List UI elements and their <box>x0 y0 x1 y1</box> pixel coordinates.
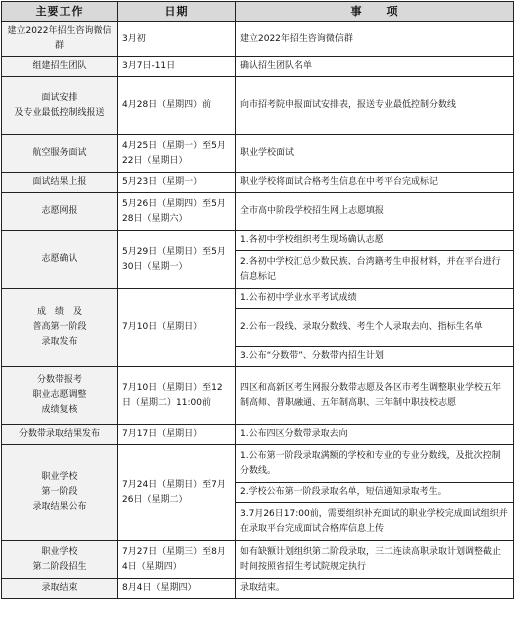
table-row <box>2 541 514 579</box>
work-cell: 分数带录取结果发布 <box>2 425 118 445</box>
item-cell: 录取结束。 <box>236 579 514 599</box>
item-cell: 全市高中阶段学校招生网上志愿填报 <box>236 193 514 231</box>
work-cell: 志愿确认 <box>2 231 118 289</box>
item-cell: 1.公布四区分数带录取去向 <box>236 425 514 445</box>
item-cell: 职业学校将面试合格考生信息在中考平台完成标记 <box>236 173 514 193</box>
work-cell: 面试安排 及专业最低控制线报送 <box>2 77 118 135</box>
work-cell: 职业学校 第一阶段 录取结果公布 <box>2 445 118 541</box>
table-row <box>2 57 514 77</box>
item-cell: 2.各初中学校汇总少数民族、台湾籍考生申报材料，并在平台进行信息标记 <box>236 251 514 289</box>
work-cell: 成 绩 及 普高第一阶段 录取发布 <box>2 289 118 367</box>
table-row <box>2 77 514 135</box>
item-cell: 3.7月26日17:00前，需要组织补充面试的职业学校完成面试组织并在录取平台完成面试合格库信息上传 <box>236 503 514 541</box>
work-cell: 职业学校 第二阶段招生 <box>2 541 118 579</box>
work-cell: 志愿网报 <box>2 193 118 231</box>
date-cell: 5月26日（星期四）至5月28日（星期六） <box>118 193 236 231</box>
date-cell: 7月10日（星期日） <box>118 289 236 367</box>
date-cell: 7月10日（星期日）至12日（星期二）11:00前 <box>118 367 236 425</box>
date-cell: 3月初 <box>118 22 236 57</box>
work-cell: 建立2022年招生咨询微信群 <box>2 22 118 57</box>
item-cell: 1.公布初中学业水平考试成绩 <box>236 289 514 309</box>
table-row <box>2 579 514 599</box>
work-cell: 录取结束 <box>2 579 118 599</box>
date-cell: 7月27日（星期三）至8月4日（星期四） <box>118 541 236 579</box>
header-date: 日期 <box>118 2 236 22</box>
date-cell: 3月7日-11日 <box>118 57 236 77</box>
header-row <box>2 2 514 22</box>
enrollment-schedule-table <box>1 1 514 599</box>
header-work: 主要工作 <box>2 2 118 22</box>
date-cell: 4月25日（星期一）至5月22日（星期日） <box>118 135 236 173</box>
table-row <box>2 193 514 231</box>
table-row <box>2 173 514 193</box>
header-item: 事 项 <box>236 2 514 22</box>
date-cell: 7月17日（星期日） <box>118 425 236 445</box>
work-cell: 面试结果上报 <box>2 173 118 193</box>
date-cell: 5月23日（星期一） <box>118 173 236 193</box>
work-cell: 组建招生团队 <box>2 57 118 77</box>
table-row <box>2 289 514 309</box>
table-row <box>2 445 514 483</box>
date-cell: 7月24日（星期日）至7月26日（星期二） <box>118 445 236 541</box>
item-cell: 四区和高新区考生网报分数带志愿及各区市考生调整职业学校五年制高师、普职融通、五年制高职、三年制中职技校志愿 <box>236 367 514 425</box>
item-cell: 向市招考院申报面试安排表，报送专业最低控制分数线 <box>236 77 514 135</box>
date-cell: 8月4日（星期四） <box>118 579 236 599</box>
item-cell: 2.学校公布第一阶段录取名单，短信通知录取考生。 <box>236 483 514 503</box>
work-cell: 分数带报考 职业志愿调整 成绩复核 <box>2 367 118 425</box>
item-cell: 建立2022年招生咨询微信群 <box>236 22 514 57</box>
table-row <box>2 135 514 173</box>
item-cell: 3.公布“分数带”、分数带内招生计划 <box>236 347 514 367</box>
item-cell: 确认招生团队名单 <box>236 57 514 77</box>
item-cell: 2.公布一段线、录取分数线、考生个人录取去向、指标生名单 <box>236 309 514 347</box>
table-row <box>2 22 514 57</box>
table-body <box>2 22 514 599</box>
item-cell: 1.公布第一阶段录取满额的学校和专业的专业分数线，及批次控制分数线。 <box>236 445 514 483</box>
date-cell: 4月28日（星期四）前 <box>118 77 236 135</box>
table-row <box>2 367 514 425</box>
date-cell: 5月29日（星期日）至5月30日（星期一） <box>118 231 236 289</box>
table-row <box>2 425 514 445</box>
work-cell: 航空服务面试 <box>2 135 118 173</box>
item-cell: 1.各初中学校组织考生现场确认志愿 <box>236 231 514 251</box>
item-cell: 如有缺额计划组织第二阶段录取，三二连读高职录取计划调整截止时间按照省招生考试院规定执行 <box>236 541 514 579</box>
item-cell: 职业学校面试 <box>236 135 514 173</box>
table-row <box>2 231 514 251</box>
